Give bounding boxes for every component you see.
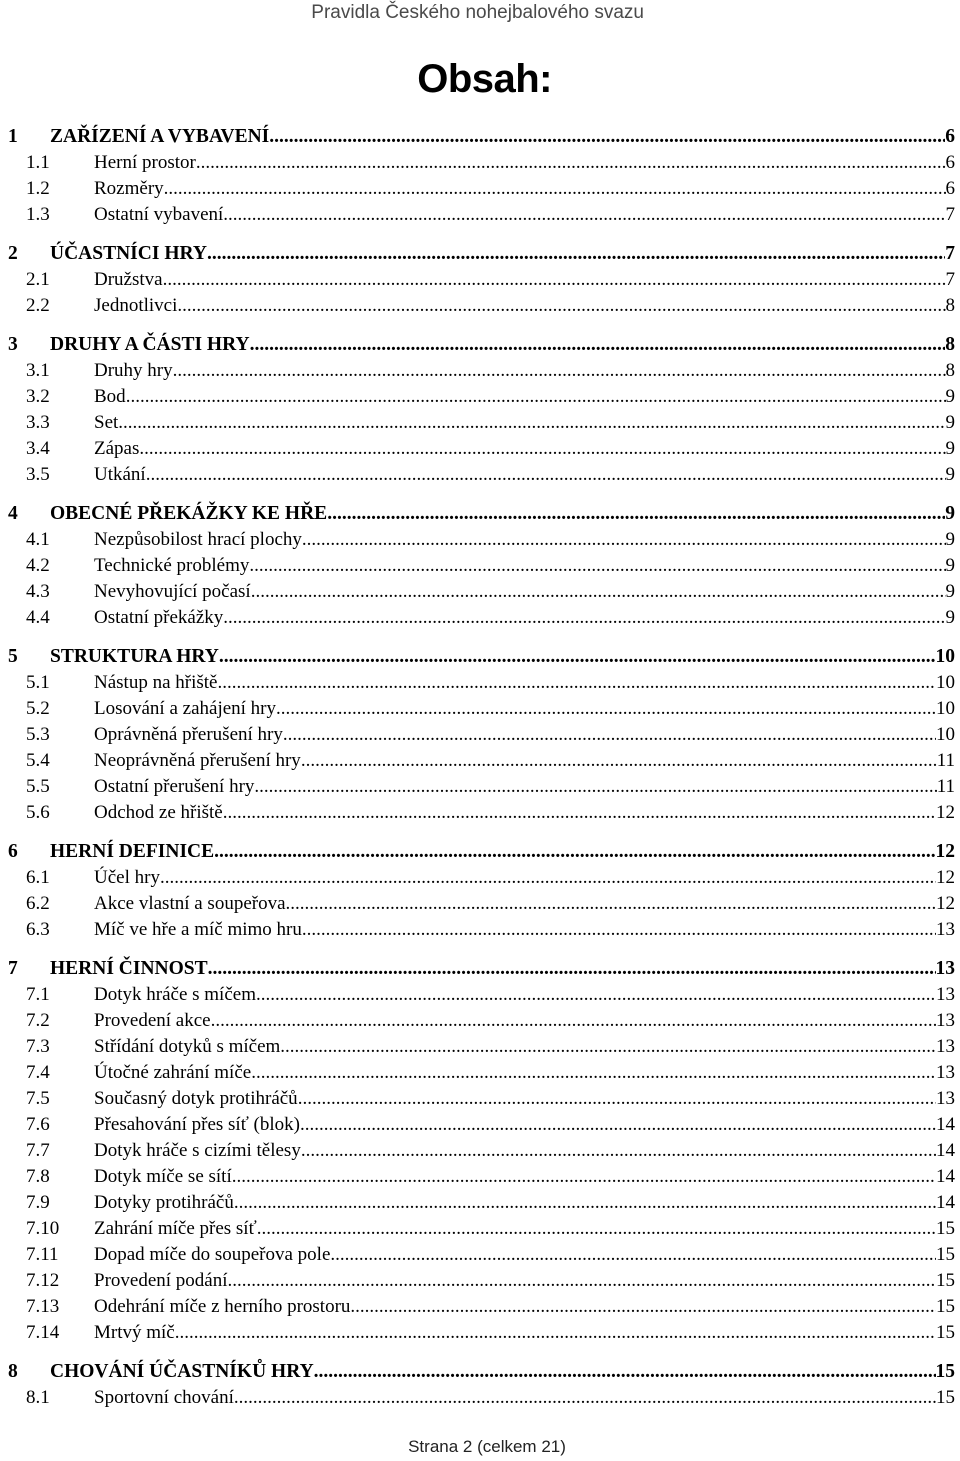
toc-entry-line — [94, 293, 955, 319]
toc-entry-page: 15 — [935, 1361, 955, 1382]
toc-entry-page: 15 — [936, 1387, 955, 1408]
toc-entry[interactable] — [0, 267, 955, 293]
toc-entry-line — [94, 800, 955, 826]
toc-dot-leader — [269, 124, 945, 150]
toc-entry-page: 7 — [945, 204, 955, 225]
toc-dot-leader — [249, 553, 945, 579]
toc-entry-line — [94, 917, 955, 943]
toc-entry-page: 9 — [945, 464, 955, 485]
toc-entry-page: 10 — [936, 724, 955, 745]
toc-entry-line — [50, 1359, 955, 1385]
toc-dot-leader — [234, 1190, 936, 1216]
toc-entry-line — [94, 1242, 955, 1268]
toc-entry-page: 9 — [945, 412, 955, 433]
toc-entry-label: Akce vlastní a soupeřova — [94, 893, 286, 914]
toc-entry[interactable] — [0, 800, 955, 826]
toc-entry-number: 3.4 — [26, 438, 50, 459]
toc-entry-line — [50, 644, 955, 670]
toc-entry-number: 3 — [8, 334, 18, 355]
toc-entry[interactable] — [0, 1164, 955, 1190]
toc-entry-page: 11 — [936, 776, 955, 797]
toc-entry-label: Přesahování přes síť (blok) — [94, 1114, 300, 1135]
toc-entry-page: 13 — [936, 1062, 955, 1083]
toc-entry[interactable] — [0, 1060, 955, 1086]
toc-entry-number: 7.4 — [26, 1062, 50, 1083]
toc-entry[interactable] — [0, 1086, 955, 1112]
toc-entry[interactable] — [0, 1034, 955, 1060]
toc-entry-line — [94, 553, 955, 579]
toc-entry-number: 3.3 — [26, 412, 50, 433]
toc-entry-line — [50, 241, 955, 267]
toc-entry[interactable] — [0, 722, 955, 748]
toc-entry[interactable] — [0, 527, 955, 553]
toc-entry-label: DRUHY A ČÁSTI HRY — [50, 334, 250, 355]
toc-entry-number: 4.4 — [26, 607, 50, 628]
toc-entry-page: 14 — [936, 1140, 955, 1161]
toc-dot-leader — [327, 501, 945, 527]
toc-entry[interactable] — [0, 982, 955, 1008]
toc-entry-page: 15 — [936, 1244, 955, 1265]
toc-entry-line — [94, 176, 955, 202]
toc-entry-line — [94, 865, 955, 891]
toc-entry-page: 12 — [936, 893, 955, 914]
toc-entry[interactable] — [0, 1359, 955, 1385]
toc-entry-page: 10 — [936, 672, 955, 693]
toc-entry-page: 13 — [936, 1036, 955, 1057]
toc-dot-leader — [217, 670, 936, 696]
toc-entry-label: Druhy hry — [94, 360, 173, 381]
toc-entry-number: 2 — [8, 243, 18, 264]
toc-entry-number: 8.1 — [26, 1387, 50, 1408]
toc-entry-number: 7.8 — [26, 1166, 50, 1187]
toc-entry[interactable] — [0, 605, 955, 631]
toc-entry-number: 7.3 — [26, 1036, 50, 1057]
toc-dot-leader — [314, 1359, 936, 1385]
toc-entry-label: Současný dotyk protihráčů — [94, 1088, 298, 1109]
toc-dot-leader — [175, 1320, 936, 1346]
toc-entry-page: 6 — [945, 152, 955, 173]
toc-entry-label: Dotyk hráče s míčem — [94, 984, 256, 1005]
toc-entry-page: 10 — [936, 698, 955, 719]
toc-dot-leader — [223, 605, 945, 631]
toc-entry-label: Ostatní překážky — [94, 607, 224, 628]
toc-entry[interactable] — [0, 748, 955, 774]
toc-entry[interactable] — [0, 774, 955, 800]
toc-entry-line — [94, 1294, 955, 1320]
toc-entry-label: Provedení podání — [94, 1270, 228, 1291]
toc-entry-page: 13 — [935, 958, 955, 979]
toc-entry-line — [94, 982, 955, 1008]
toc-dot-leader — [211, 1008, 936, 1034]
toc-entry[interactable] — [0, 1216, 955, 1242]
toc-dot-leader — [223, 202, 945, 228]
toc-entry-number: 4.1 — [26, 529, 50, 550]
toc-entry-page: 12 — [936, 867, 955, 888]
toc-entry[interactable] — [0, 150, 955, 176]
toc-entry[interactable] — [0, 202, 955, 228]
toc-dot-leader — [164, 176, 946, 202]
toc-entry-label: OBECNÉ PŘEKÁŽKY KE HŘE — [50, 503, 328, 524]
toc-entry-label: ZAŘÍZENÍ A VYBAVENÍ — [50, 126, 270, 147]
toc-entry-label: Herní prostor — [94, 152, 196, 173]
toc-entry-page: 8 — [945, 360, 955, 381]
toc-entry-number: 3.2 — [26, 386, 50, 407]
toc-entry-label: Ostatní vybavení — [94, 204, 224, 225]
toc-entry-page: 13 — [936, 1088, 955, 1109]
toc-entry-label: Útočné zahrání míče — [94, 1062, 252, 1083]
toc-dot-leader — [251, 1060, 936, 1086]
toc-entry-line — [94, 1268, 955, 1294]
toc-entry[interactable] — [0, 956, 955, 982]
toc-entry-number: 4 — [8, 503, 18, 524]
toc-entry-label: Zápas — [94, 438, 140, 459]
toc-entry[interactable] — [0, 124, 955, 150]
toc-entry-line — [94, 358, 955, 384]
toc-dot-leader — [330, 1242, 936, 1268]
toc-entry-label: HERNÍ DEFINICE — [50, 841, 215, 862]
toc-entry-page: 9 — [945, 581, 955, 602]
toc-entry-line — [94, 202, 955, 228]
toc-entry-label: Nevyhovující počasí — [94, 581, 251, 602]
toc-entry-label: Sportovní chování — [94, 1387, 234, 1408]
toc-dot-leader — [251, 579, 946, 605]
toc-entry-label: Bod — [94, 386, 126, 407]
toc-entry[interactable] — [0, 891, 955, 917]
toc-entry-number: 6.1 — [26, 867, 50, 888]
toc-entry-number: 7.9 — [26, 1192, 50, 1213]
toc-entry[interactable] — [0, 462, 955, 488]
toc-entry[interactable] — [0, 670, 955, 696]
toc-entry-label: Dopad míče do soupeřova pole — [94, 1244, 331, 1265]
toc-entry-label: Mrtvý míč — [94, 1322, 175, 1343]
toc-entry[interactable] — [0, 1242, 955, 1268]
page-title: Obsah: — [417, 57, 552, 101]
toc-entry[interactable] — [0, 1294, 955, 1320]
toc-entry[interactable] — [0, 865, 955, 891]
toc-entry-line — [50, 124, 955, 150]
toc-dot-leader — [223, 800, 936, 826]
toc-dot-leader — [146, 462, 946, 488]
toc-entry[interactable] — [0, 332, 955, 358]
toc-entry-label: Oprávněná přerušení hry — [94, 724, 283, 745]
toc-entry-page: 8 — [945, 334, 955, 355]
toc-entry-line — [94, 436, 955, 462]
toc-entry-number: 3.5 — [26, 464, 50, 485]
toc-entry-number: 7.7 — [26, 1140, 50, 1161]
toc-entry-label: Účel hry — [94, 867, 160, 888]
toc-dot-leader — [214, 839, 935, 865]
toc-entry[interactable] — [0, 241, 955, 267]
toc-entry-label: Provedení akce — [94, 1010, 211, 1031]
toc-entry-page: 9 — [945, 386, 955, 407]
toc-entry[interactable] — [0, 384, 955, 410]
toc-entry-label: Střídání dotyků s míčem — [94, 1036, 281, 1057]
toc-dot-leader — [234, 1385, 936, 1411]
toc-entry-page: 6 — [945, 178, 955, 199]
toc-entry-number: 7.5 — [26, 1088, 50, 1109]
toc-dot-leader — [160, 865, 936, 891]
toc-entry-number: 6 — [8, 841, 18, 862]
toc-entry-number: 5.5 — [26, 776, 50, 797]
toc-entry-label: Dotyky protihráčů — [94, 1192, 234, 1213]
toc-entry-label: Odchod ze hřiště — [94, 802, 223, 823]
toc-entry-label: Dotyk hráče s cizími tělesy — [94, 1140, 301, 1161]
toc-entry-line — [50, 839, 955, 865]
toc-entry[interactable] — [0, 176, 955, 202]
toc-entry-page: 13 — [936, 919, 955, 940]
toc-entry[interactable] — [0, 579, 955, 605]
toc-entry-page: 9 — [945, 503, 955, 524]
toc-entry-line — [94, 1034, 955, 1060]
toc-dot-leader — [163, 267, 946, 293]
toc-dot-leader — [256, 982, 936, 1008]
toc-entry-number: 4.2 — [26, 555, 50, 576]
toc-entry-label: Odehrání míče z herního prostoru — [94, 1296, 351, 1317]
toc-entry-line — [94, 722, 955, 748]
toc-dot-leader — [350, 1294, 936, 1320]
toc-entry[interactable] — [0, 917, 955, 943]
toc-entry-number: 7.10 — [26, 1218, 60, 1239]
toc-entry-line — [94, 1138, 955, 1164]
toc-entry-line — [94, 1086, 955, 1112]
toc-entry-number: 4.3 — [26, 581, 50, 602]
toc-entry-line — [94, 150, 955, 176]
page-number-label: Strana 2 (celkem 21) — [408, 1437, 566, 1456]
toc-entry[interactable] — [0, 1112, 955, 1138]
toc-entry-line — [94, 1190, 955, 1216]
toc-dot-leader — [232, 1164, 936, 1190]
toc-entry-number: 7.14 — [26, 1322, 60, 1343]
toc-dot-leader — [280, 1034, 936, 1060]
toc-entry-line — [94, 748, 955, 774]
toc-dot-leader — [286, 891, 936, 917]
toc-entry-label: Ostatní přerušení hry — [94, 776, 255, 797]
toc-entry-number: 5.4 — [26, 750, 50, 771]
running-header: Pravidla Českého nohejbalového svazu — [311, 2, 644, 23]
toc-entry-line — [94, 410, 955, 436]
toc-entry-number: 7 — [8, 958, 18, 979]
toc-entry-label: Nástup na hřiště — [94, 672, 218, 693]
toc-entry-line — [50, 956, 955, 982]
toc-entry-label: Set — [94, 412, 119, 433]
toc-entry-number: 7.1 — [26, 984, 50, 1005]
toc-entry-line — [94, 670, 955, 696]
toc-entry-line — [50, 332, 955, 358]
toc-entry[interactable] — [0, 1268, 955, 1294]
toc-entry-number: 6.3 — [26, 919, 50, 940]
toc-entry-line — [94, 605, 955, 631]
toc-dot-leader — [177, 293, 945, 319]
toc-entry[interactable] — [0, 1190, 955, 1216]
toc-entry[interactable] — [0, 1138, 955, 1164]
toc-dot-leader — [173, 358, 946, 384]
toc-dot-leader — [298, 1086, 936, 1112]
toc-entry-line — [94, 384, 955, 410]
toc-entry-page: 12 — [936, 802, 955, 823]
toc-entry-number: 2.2 — [26, 295, 50, 316]
toc-entry-line — [50, 501, 955, 527]
toc-entry-label: Neoprávněná přerušení hry — [94, 750, 301, 771]
toc-entry[interactable] — [0, 501, 955, 527]
toc-dot-leader — [196, 150, 946, 176]
toc-entry-page: 12 — [935, 841, 955, 862]
toc-entry[interactable] — [0, 1385, 955, 1411]
toc-entry-page: 14 — [936, 1114, 955, 1135]
toc-entry-label: HERNÍ ČINNOST — [50, 958, 208, 979]
toc-entry-line — [94, 462, 955, 488]
toc-dot-leader — [276, 696, 936, 722]
toc-entry-number: 5 — [8, 646, 18, 667]
toc-dot-leader — [219, 644, 936, 670]
toc-entry-page: 6 — [945, 126, 955, 147]
toc-entry-number: 7.11 — [26, 1244, 59, 1265]
toc-entry-label: Losování a zahájení hry — [94, 698, 277, 719]
toc-entry[interactable] — [0, 293, 955, 319]
toc-entry-line — [94, 1385, 955, 1411]
toc-entry-page: 9 — [945, 438, 955, 459]
toc-dot-leader — [301, 748, 937, 774]
toc-entry-number: 5.2 — [26, 698, 50, 719]
toc-entry-page: 9 — [945, 607, 955, 628]
toc-entry-page: 13 — [936, 1010, 955, 1031]
toc-entry-number: 3.1 — [26, 360, 50, 381]
toc-entry-number: 7.13 — [26, 1296, 60, 1317]
toc-entry-label: Nezpůsobilost hrací plochy — [94, 529, 302, 550]
toc-entry[interactable] — [0, 553, 955, 579]
toc-entry-page: 14 — [936, 1192, 955, 1213]
toc-entry-page: 15 — [936, 1322, 955, 1343]
toc-entry-line — [94, 1164, 955, 1190]
toc-dot-leader — [118, 410, 945, 436]
page-footer — [0, 1437, 960, 1457]
toc-entry-line — [94, 267, 955, 293]
toc-entry-page: 10 — [935, 646, 955, 667]
toc-entry-number: 5.3 — [26, 724, 50, 745]
toc-entry-number: 5.6 — [26, 802, 50, 823]
toc-entry-line — [94, 696, 955, 722]
toc-entry[interactable] — [0, 644, 955, 670]
toc-entry-label: Zahrání míče přes síť — [94, 1218, 257, 1239]
toc-entry-number: 7.12 — [26, 1270, 60, 1291]
toc-entry-number: 1.2 — [26, 178, 50, 199]
toc-entry-page: 7 — [945, 269, 955, 290]
toc-dot-leader — [139, 436, 945, 462]
toc-entry-line — [94, 1060, 955, 1086]
toc-entry-page: 9 — [945, 555, 955, 576]
toc-dot-leader — [207, 241, 945, 267]
toc-dot-leader — [250, 332, 946, 358]
toc-entry-label: Družstva — [94, 269, 163, 290]
toc-entry-number: 1 — [8, 126, 18, 147]
toc-entry-number: 1.1 — [26, 152, 50, 173]
toc-entry-line — [94, 527, 955, 553]
toc-dot-leader — [254, 774, 936, 800]
toc-entry[interactable] — [0, 696, 955, 722]
toc-entry[interactable] — [0, 839, 955, 865]
toc-entry-page: 15 — [936, 1218, 955, 1239]
toc-entry-page: 15 — [936, 1270, 955, 1291]
toc-dot-leader — [300, 1112, 936, 1138]
toc-entry-line — [94, 1216, 955, 1242]
toc-entry-label: Dotyk míče se sítí — [94, 1166, 232, 1187]
toc-dot-leader — [208, 956, 936, 982]
toc-entry-label: Technické problémy — [94, 555, 250, 576]
toc-dot-leader — [283, 722, 936, 748]
toc-entry-page: 11 — [936, 750, 955, 771]
toc-dot-leader — [301, 1138, 936, 1164]
toc-entry-line — [94, 1320, 955, 1346]
toc-entry-page: 9 — [945, 529, 955, 550]
toc-entry-number: 2.1 — [26, 269, 50, 290]
toc-entry-number: 5.1 — [26, 672, 50, 693]
toc-entry-line — [94, 774, 955, 800]
toc-entry-label: CHOVÁNÍ ÚČASTNÍKŮ HRY — [50, 1361, 314, 1382]
toc-entry-number: 6.2 — [26, 893, 50, 914]
toc-entry[interactable] — [0, 436, 955, 462]
toc-entry-page: 14 — [936, 1166, 955, 1187]
toc-entry[interactable] — [0, 1008, 955, 1034]
toc-dot-leader — [302, 527, 946, 553]
toc-entry-line — [94, 1008, 955, 1034]
toc-entry-label: Utkání — [94, 464, 146, 485]
toc-entry-label: Jednotlivci — [94, 295, 178, 316]
toc-entry-line — [94, 891, 955, 917]
toc-dot-leader — [302, 917, 936, 943]
toc-entry-label: Míč ve hře a míč mimo hru — [94, 919, 302, 940]
toc-entry-page: 13 — [936, 984, 955, 1005]
toc-entry[interactable] — [0, 1320, 955, 1346]
toc-dot-leader — [126, 384, 946, 410]
toc-dot-leader — [257, 1216, 936, 1242]
toc-entry-label: Rozměry — [94, 178, 164, 199]
toc-entry-number: 1.3 — [26, 204, 50, 225]
toc-entry[interactable] — [0, 410, 955, 436]
toc-entry-number: 7.6 — [26, 1114, 50, 1135]
toc-entry-line — [94, 579, 955, 605]
toc-entry-page: 8 — [945, 295, 955, 316]
toc-dot-leader — [228, 1268, 936, 1294]
toc-entry-number: 7.2 — [26, 1010, 50, 1031]
toc-entry-page: 7 — [945, 243, 955, 264]
toc-entry-page: 15 — [936, 1296, 955, 1317]
toc-entry-number: 8 — [8, 1361, 18, 1382]
toc-entry-label: STRUKTURA HRY — [50, 646, 219, 667]
toc-entry-label: ÚČASTNÍCI HRY — [50, 243, 207, 264]
toc-entry-line — [94, 1112, 955, 1138]
toc-entry[interactable] — [0, 358, 955, 384]
